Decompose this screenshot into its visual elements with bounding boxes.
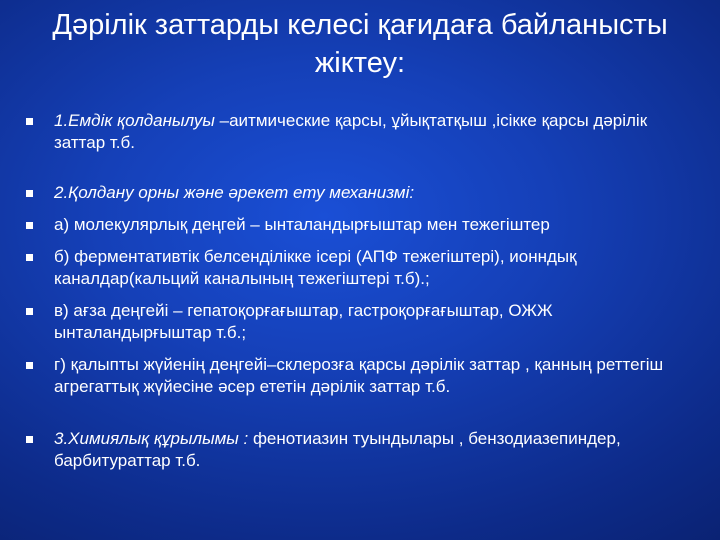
item-rest: фенотиазин туындылары , бензодиазепиндер, барбитураттар т.б. [54,429,621,470]
item-rest: г) қалыпты жүйенің деңгейі–склерозға қарсы дәрілік заттар , қанның реттегіш агрегаттық жүйесіне әсер ететін дәрілік заттар т.б. [54,355,664,396]
square-bullet-icon [26,436,33,443]
item-lead: 2.Қолдану орны және әрекет ету механизмі: [54,183,415,202]
list-item-text [54,354,694,398]
slide-title: Дәрілік заттарды келесі қағидаға байланысты жіктеу: [52,9,668,79]
square-bullet-icon [26,362,33,369]
square-bullet-icon [26,190,33,197]
list-item-text [54,214,694,236]
list-item-text [54,428,694,472]
item-rest: в) ағза деңгейі – гепатоқорғағыштар, гастроқорғағыштар, ОЖЖ ынталандырғыштар т.б.; [54,301,553,342]
item-lead: 1.Емдік қолданылуы [54,111,215,130]
item-rest: б) ферментативтік белсенділікке ісері (АПФ тежегіштері), ионндық каналдар(кальций каналының тежегіштері т.б).; [54,247,577,288]
square-bullet-icon [26,254,33,261]
list-item-text [54,110,694,154]
square-bullet-icon [26,308,33,315]
square-bullet-icon [26,118,33,125]
item-lead: 3.Химиялық құрылымы : [54,429,249,448]
list-item-text [54,182,694,204]
item-rest: а) молекулярлық деңгей – ынталандырғыштар мен тежегіштер [54,215,550,234]
list-item-text [54,300,694,344]
square-bullet-icon [26,222,33,229]
list-item-text [54,246,694,290]
item-rest: –аитмические қарсы, ұйықтатқыш ,ісікке қарсы дәрілік заттар т.б. [54,111,648,152]
